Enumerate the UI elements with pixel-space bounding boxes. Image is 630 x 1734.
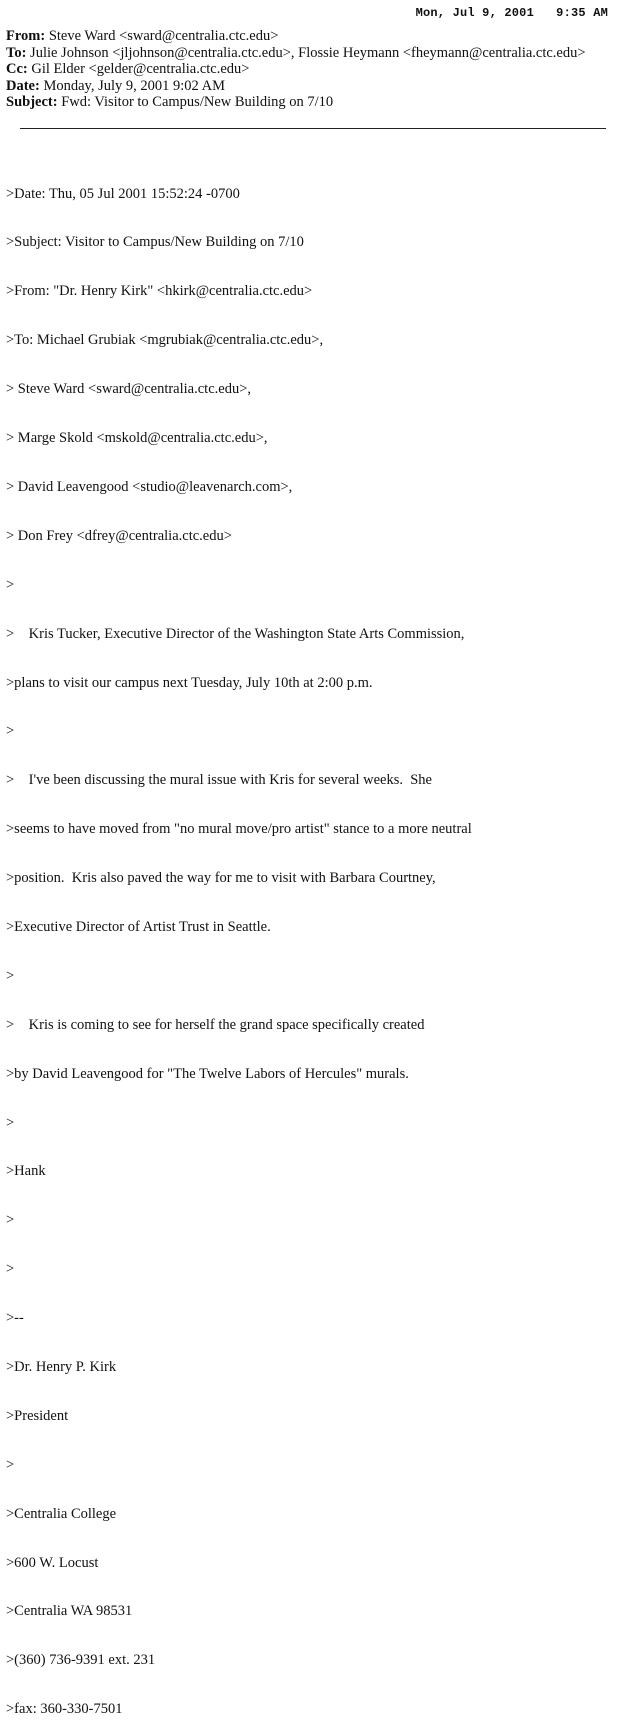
body-line: >600 W. Locust <box>6 1554 99 1571</box>
body-line: >Hank <box>6 1163 46 1180</box>
body-line: >Centralia WA 98531 <box>6 1603 133 1620</box>
body-line: >Date: Thu, 05 Jul 2001 15:52:24 -0700 <box>6 185 240 202</box>
header-value: Fwd: Visitor to Campus/New Building on 7/10 <box>61 94 334 110</box>
header-value: Monday, July 9, 2001 9:02 AM <box>43 77 225 94</box>
header-label: To: <box>6 44 27 61</box>
body-line: >Subject: Visitor to Campus/New Building on 7/10 <box>6 234 304 251</box>
header-date <box>6 78 586 95</box>
body-line: >President <box>6 1407 69 1424</box>
body-line: > Don Frey <dfrey@centralia.ctc.edu> <box>6 527 232 544</box>
body-line: > <box>6 967 15 984</box>
header-from <box>6 28 586 45</box>
body-line: > I've been discussing the mural issue with Kris for several weeks. She <box>6 772 432 789</box>
body-line: >seems to have moved from "no mural move/pro artist" stance to a more neutral <box>6 821 472 838</box>
header-value: Julie Johnson <jljohnson@centralia.ctc.edu>, Flossie Heymann <fheymann@centralia.ctc.edu> <box>30 44 586 61</box>
forwarded-message-body <box>6 153 472 1734</box>
body-line: > Marge Skold <mskold@centralia.ctc.edu>, <box>6 430 268 447</box>
header-to <box>6 45 586 62</box>
body-line: >plans to visit our campus next Tuesday, July 10th at 2:00 p.m. <box>6 674 373 691</box>
header-subject <box>6 94 586 111</box>
header-divider <box>20 128 606 129</box>
header-label: From: <box>6 28 46 44</box>
body-line: >-- <box>6 1310 24 1327</box>
email-header-block <box>6 28 586 111</box>
body-line: >Dr. Henry P. Kirk <box>6 1358 117 1375</box>
print-timestamp: Mon, Jul 9, 2001 9:35 AM <box>415 6 608 20</box>
header-label: Date: <box>6 77 40 94</box>
body-line: > Kris Tucker, Executive Director of the Washington State Arts Commission, <box>6 625 465 642</box>
body-line: > <box>6 1114 15 1131</box>
body-line: > <box>6 1212 15 1229</box>
header-cc <box>6 61 586 78</box>
body-line: >Executive Director of Artist Trust in Seattle. <box>6 918 271 935</box>
body-line: > David Leavengood <studio@leavenarch.com>, <box>6 478 293 495</box>
header-value: Gil Elder <gelder@centralia.ctc.edu> <box>31 61 250 77</box>
body-line: > Kris is coming to see for herself the grand space specifically created <box>6 1016 425 1033</box>
body-line: >From: "Dr. Henry Kirk" <hkirk@centralia.ctc.edu> <box>6 283 313 300</box>
body-line: >fax: 360-330-7501 <box>6 1701 123 1718</box>
body-line: >position. Kris also paved the way for me to visit with Barbara Courtney, <box>6 870 436 887</box>
header-label: Cc: <box>6 61 28 77</box>
body-line: > <box>6 1261 15 1278</box>
body-line: > <box>6 576 15 593</box>
body-line: > <box>6 723 15 740</box>
header-label: Subject: <box>6 94 58 110</box>
body-line: >To: Michael Grubiak <mgrubiak@centralia.ctc.edu>, <box>6 332 324 349</box>
body-line: >(360) 736-9391 ext. 231 <box>6 1652 156 1669</box>
body-line: >Centralia College <box>6 1505 117 1522</box>
body-line: > Steve Ward <sward@centralia.ctc.edu>, <box>6 381 251 398</box>
header-value: Steve Ward <sward@centralia.ctc.edu> <box>48 28 279 44</box>
body-line: >by David Leavengood for "The Twelve Labors of Hercules" murals. <box>6 1065 409 1082</box>
body-line: > <box>6 1456 15 1473</box>
